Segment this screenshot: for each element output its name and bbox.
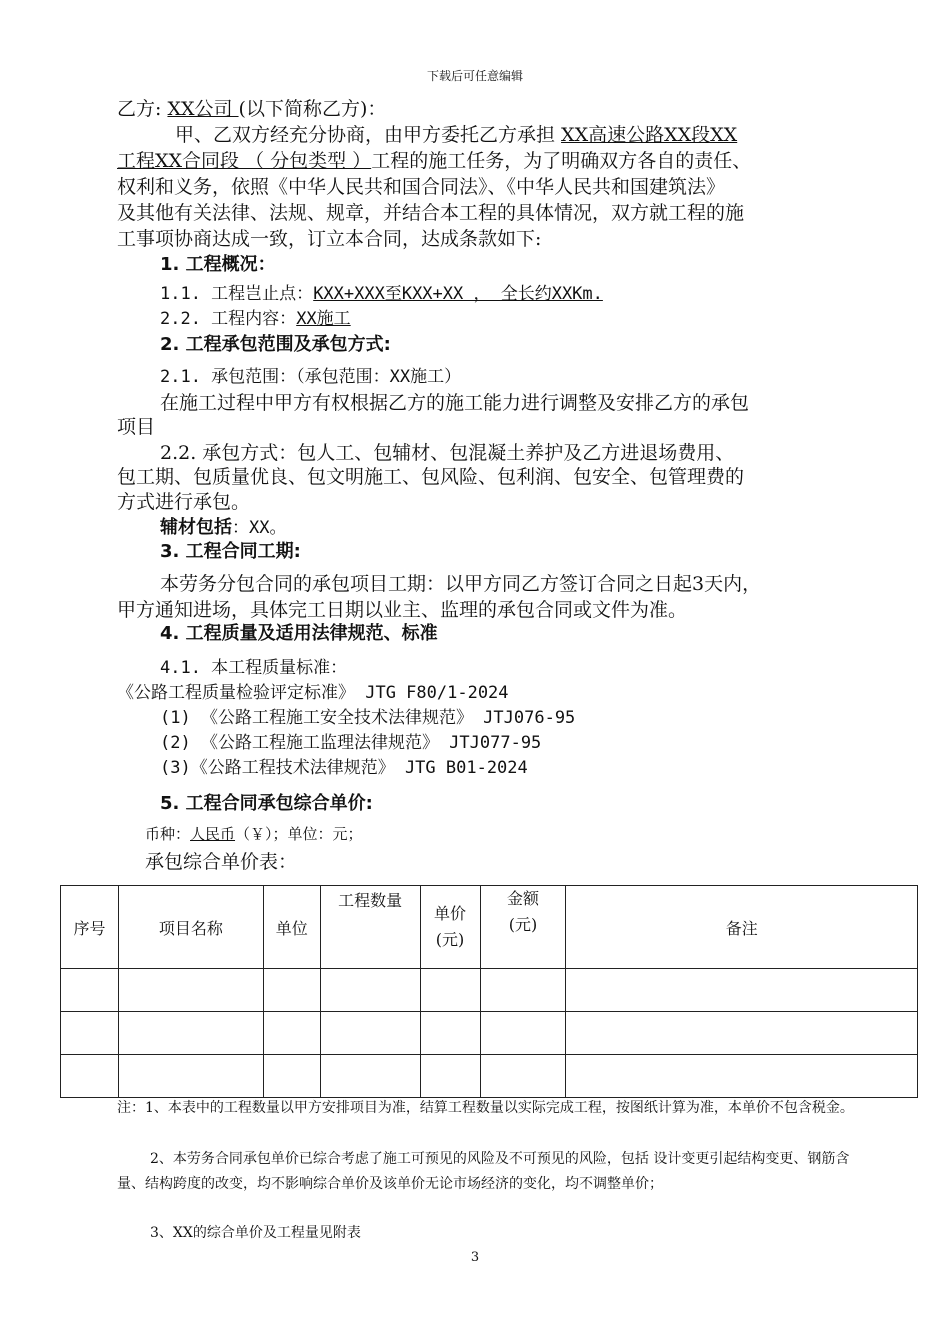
section-4-1: 4.1. 本工程质量标准：	[160, 658, 348, 678]
section-2-2-text-cont: 方式进行承包。	[117, 491, 251, 513]
table-row	[61, 1012, 918, 1055]
unit-text: （￥）；单位：元；	[235, 825, 363, 843]
section-1-heading: 1. 工程概况：	[160, 254, 276, 275]
section-1-1	[160, 282, 603, 306]
table-title: 承包综合单价表：	[145, 851, 298, 873]
table-cell	[480, 969, 566, 1012]
note-3: 3、XX的综合单价及工程量见附表	[150, 1225, 361, 1241]
unit-price-table	[60, 885, 918, 1098]
table-cell	[566, 1055, 918, 1098]
preamble-line-4: 及其他有关法律、法规、规章，并结合本工程的具体情况，双方就工程的施	[117, 202, 745, 224]
section-2-heading: 2. 工程承包范围及承包方式:	[160, 334, 391, 355]
table-header-row	[61, 886, 918, 969]
section-1-1-label: 1.1. 工程岂止点：	[160, 284, 314, 304]
section-2-2-text: 包工期、包质量优良、包文明施工、包风险、包利润、包安全、包管理费的	[117, 466, 745, 488]
standard-1: (1) 《公路工程施工安全技术法律规范》 JTJ076-95	[160, 708, 576, 728]
table-cell	[61, 1055, 119, 1098]
standard-3: (3)《公路工程技术法律规范》 JTG B01-2024	[160, 758, 528, 778]
table-cell	[420, 1055, 480, 1098]
table-cell	[263, 1012, 320, 1055]
table-cell	[118, 969, 263, 1012]
table-cell	[118, 1055, 263, 1098]
table-cell	[320, 969, 420, 1012]
note-1: 注：1、本表中的工程数量以甲方安排项目为准，结算工程数量以实际完成工程，按图纸计算为准，本单价不包含税金。	[117, 1100, 854, 1116]
mileage-range: KXX+XXX至KXX+XX ， 全长约XXKm.	[313, 284, 603, 304]
section-1-2	[160, 307, 351, 331]
note-2: 2、本劳务合同承包单价已综合考虑了施工可预见的风险及不可预见的风险，包括 设计变更引起结构变更、钢筋含量、结构跨度的改变，均不影响综合单价及该单价无论市场经济的变化，均不调整单价；	[117, 1151, 850, 1192]
table-cell	[263, 1055, 320, 1098]
table-cell	[566, 1012, 918, 1055]
table-cell	[480, 1012, 566, 1055]
section-1-2-label: 2.2. 工程内容：	[160, 309, 297, 329]
project-name: XX高速公路XX段XX	[561, 124, 738, 146]
standard-quality: 《公路工程质量检验评定标准》 JTG F80/1-2024	[117, 683, 509, 703]
currency-label: 币种：	[145, 825, 191, 843]
section-3-text: 本劳务分包合同的承包项目工期：以甲方同乙方签订合同之日起3天内，	[160, 573, 762, 595]
section-5-heading: 5. 工程合同承包综合单价:	[160, 793, 373, 814]
table-row	[61, 1055, 918, 1098]
table-cell	[320, 1055, 420, 1098]
section-2-1-text: 在施工过程中甲方有权根据乙方的施工能力进行调整及安排乙方的承包	[160, 392, 750, 414]
aux-materials-line	[160, 515, 286, 540]
table-cell	[61, 1012, 119, 1055]
section-2-1: 2.1. 承包范围：（承包范围：XX施工）	[160, 367, 462, 387]
table-cell	[320, 1012, 420, 1055]
table-cell	[118, 1012, 263, 1055]
section-2-1-text-cont: 项目	[117, 416, 156, 438]
standard-2: (2) 《公路工程施工监理法律规范》 JTJ077-95	[160, 733, 542, 753]
preamble-line-1	[175, 123, 737, 147]
table-cell	[566, 969, 918, 1012]
party-b-company: XX公司	[167, 98, 239, 120]
table-cell	[480, 1055, 566, 1098]
currency-value: 人民币	[190, 825, 236, 843]
table-cell	[61, 969, 119, 1012]
col-header-unit-price: 单价 (元)	[420, 886, 480, 969]
aux-materials-value: ：XX。	[232, 518, 287, 538]
preamble-line-2	[117, 149, 751, 173]
col-header-amount: 金额 (元)	[480, 886, 566, 969]
col-header-item-name: 项目名称	[118, 886, 263, 969]
page-header-note: 下载后可任意编辑	[426, 69, 523, 83]
aux-materials-label: 辅材包括	[160, 517, 232, 538]
table-cell	[263, 969, 320, 1012]
preamble-text: 甲、乙双方经充分协商，由甲方委托乙方承担	[175, 124, 562, 146]
preamble-text: 工程的施工任务，为了明确双方各自的责任、	[371, 150, 752, 172]
section-3-heading: 3. 工程合同工期:	[160, 541, 301, 562]
col-header-unit: 单位	[263, 886, 320, 969]
col-header-remarks: 备注	[566, 886, 918, 969]
currency-line	[145, 822, 363, 846]
party-b-label: 乙方:	[117, 98, 168, 120]
table-row	[61, 969, 918, 1012]
section-3-text-cont: 甲方通知进场，具体完工日期以业主、监理的承包合同或文件为准。	[117, 599, 688, 621]
preamble-line-3: 权利和义务，依照《中华人民共和国合同法》、《中华人民共和国建筑法》	[117, 176, 726, 198]
page-number: 3	[470, 1250, 480, 1265]
work-content: XX施工	[296, 309, 351, 329]
party-b-line	[117, 97, 386, 121]
contract-section: 工程XX合同段 （ 分包类型 ）	[117, 150, 372, 172]
col-header-index: 序号	[61, 886, 119, 969]
col-header-quantity: 工程数量	[320, 886, 420, 969]
preamble-line-5: 工事项协商达成一致，订立本合同，达成条款如下:	[117, 228, 542, 250]
table-cell	[420, 1012, 480, 1055]
party-b-abbrev: (以下简称乙方)：	[238, 98, 387, 120]
table-cell	[420, 969, 480, 1012]
section-2-2: 2.2. 承包方式：包人工、包辅材、包混凝土养护及乙方进退场费用、	[160, 442, 735, 464]
section-4-heading: 4. 工程质量及适用法律规范、标准	[160, 623, 438, 644]
